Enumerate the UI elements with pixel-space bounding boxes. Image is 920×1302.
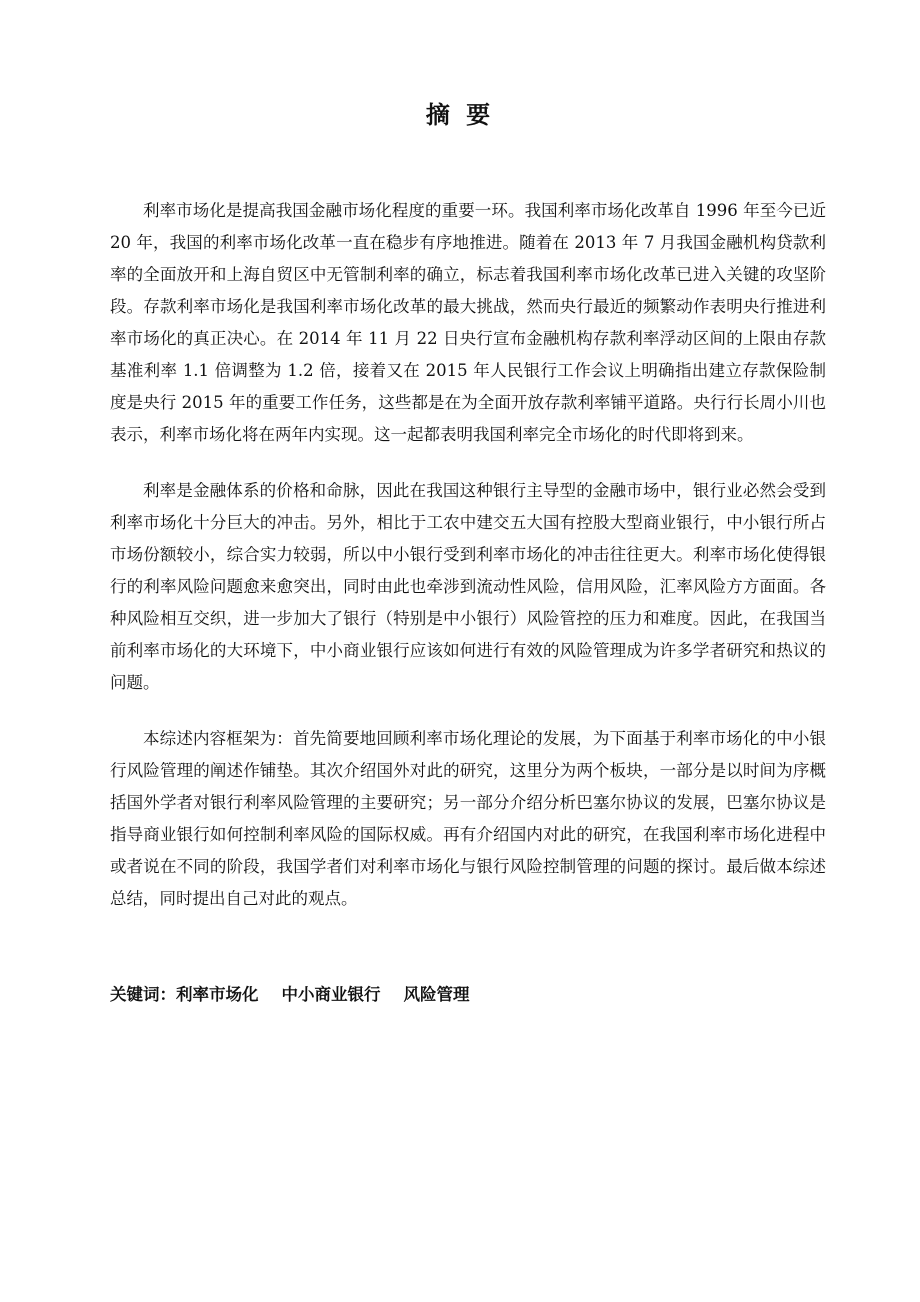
page-title: 摘 要: [425, 101, 495, 129]
abstract-paragraph-1: 利率市场化是提高我国金融市场化程度的重要一环。我国利率市场化改革自 1996 年至今已近 20 年，我国的利率市场化改革一直在稳步有序地推进。随着在 2013 年 7 月我国金融机构贷款利率的全面放开和上海自贸区中无管制利率的确立，标志着我国利率市场化改革已进入关键的攻坚阶段。存款利率市场化是我国利率市场化改革的最大挑战，然而央行最近的频繁动作表明央行推进利率市场化的真正决心。在 2014 年 11 月 22 日央行宣布金融机构存款利率浮动区间的上限由存款基准利率 1.1 倍调整为 1.2 倍，接着又在 2015 年人民银行工作会议上明确指出建立存款保险制度是央行 2015 年的重要工作任务，这些都是在为全面开放存款利率铺平道路。央行行长周小川也表示，利率市场化将在两年内实现。这一起都表明我国利率完全市场化的时代即将到来。: [110, 201, 826, 444]
abstract-paragraph-3: 本综述内容框架为：首先简要地回顾利率市场化理论的发展，为下面基于利率市场化的中小银行风险管理的阐述作铺垫。其次介绍国外对此的研究，这里分为两个板块，一部分是以时间为序概括国外学者对银行利率风险管理的主要研究；另一部分介绍分析巴塞尔协议的发展，巴塞尔协议是指导商业银行如何控制利率风险的国际权威。再有介绍国内对此的研究，在我国利率市场化进程中或者说在不同的阶段，我国学者们对利率市场化与银行风险控制管理的问题的探讨。最后做本综述总结，同时提出自己对此的观点。: [110, 729, 826, 908]
keywords-line: 关键词：利率市场化 中小商业银行 风险管理: [110, 985, 470, 1004]
abstract-body: [110, 195, 826, 939]
abstract-paragraph-2: 利率是金融体系的价格和命脉，因此在我国这种银行主导型的金融市场中，银行业必然会受到利率市场化十分巨大的冲击。另外，相比于工农中建交五大国有控股大型商业银行，中小银行所占市场份额较小，综合实力较弱，所以中小银行受到利率市场化的冲击往往更大。利率市场化使得银行的利率风险问题愈来愈突出，同时由此也牵涉到流动性风险，信用风险，汇率风险方方面面。各种风险相互交织，进一步加大了银行（特别是中小银行）风险管控的压力和难度。因此，在我国当前利率市场化的大环境下，中小商业银行应该如何进行有效的风险管理成为许多学者研究和热议的问题。: [110, 481, 826, 692]
